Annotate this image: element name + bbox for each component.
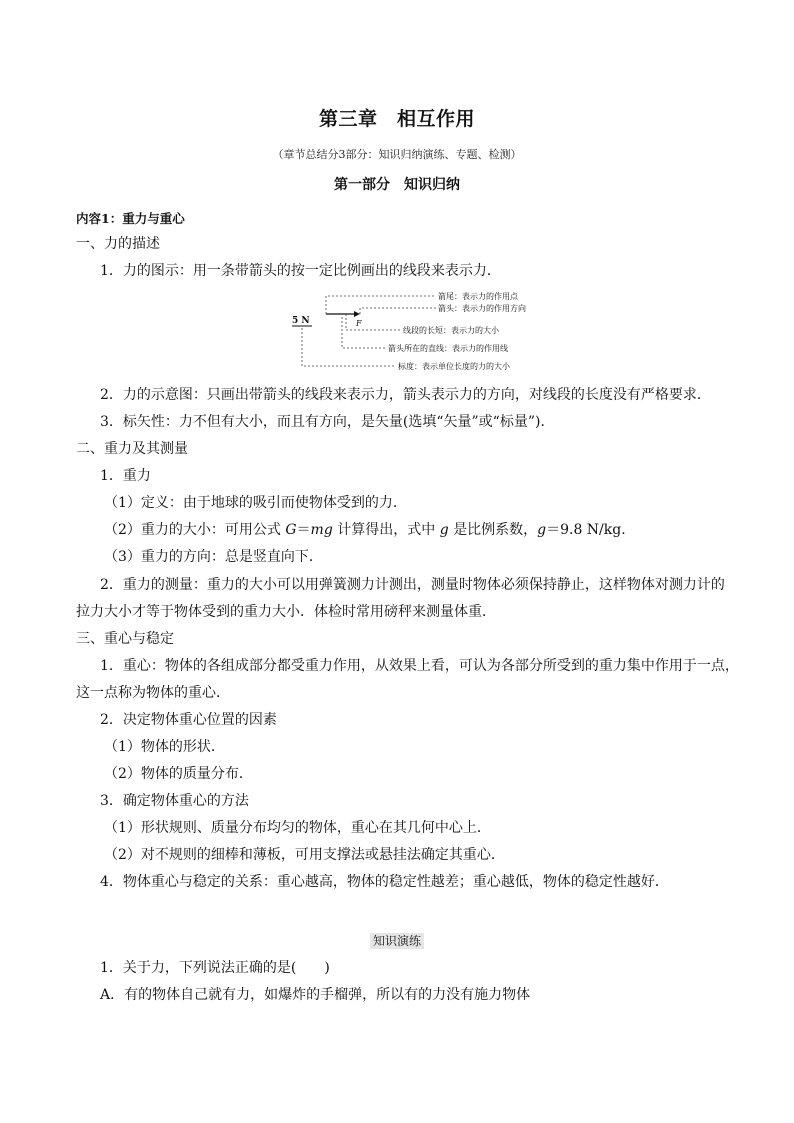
paragraph-center-of-gravity: 1．重心：物体的各组成部分都受重力作用，从效果上看，可认为各部分所受到的重力集中作用于一点， bbox=[100, 658, 739, 674]
diagram-label-tail: 箭尾：表示力的作用点 bbox=[438, 292, 518, 301]
paragraph-force-sketch: 2．力的示意图：只画出带箭头的线段来表示力，箭头表示力的方向，对线段的长度没有严格要求． bbox=[100, 387, 711, 403]
diagram-label-length: 线段的长短：表示力的大小 bbox=[403, 326, 499, 335]
heading-gravity: 二、重力及其测量 bbox=[76, 441, 188, 457]
paragraph-gravity-measurement-cont: 拉力大小才等于物体受到的重力大小．体检时常用磅秤来测量体重． bbox=[76, 604, 496, 620]
section-label: 内容1：重力与重心 bbox=[76, 211, 185, 226]
force-arrowhead bbox=[354, 311, 360, 317]
paragraph-cog-stability: 4．物体重心与稳定的关系：重心越高，物体的稳定性越差；重心越低，物体的稳定性越好． bbox=[100, 874, 669, 890]
force-label: F bbox=[356, 319, 362, 328]
question-1: 1．关于力，下列说法正确的是( ) bbox=[100, 960, 330, 976]
scale-label: 5 N bbox=[292, 316, 310, 326]
paragraph-center-of-gravity-cont: 这一点称为物体的重心． bbox=[76, 685, 230, 701]
paragraph-cog-factors: 2．决定物体重心位置的因素 bbox=[100, 712, 277, 728]
paragraph-cog-irregular: （2）对不规则的细棒和薄板，可用支撑法或悬挂法确定其重心． bbox=[104, 847, 505, 863]
paragraph-gravity-magnitude: （2）重力的大小：可用公式 G＝mg 计算得出，式中 g 是比例系数，g＝9.8 N/kg. bbox=[104, 522, 626, 538]
paragraph-cog-methods: 3．确定物体重心的方法 bbox=[100, 793, 249, 809]
diagram-label-line: 箭头所在的直线：表示力的作用线 bbox=[388, 344, 508, 353]
heading-center-of-gravity: 三、重心与稳定 bbox=[76, 631, 174, 647]
line-connector bbox=[342, 317, 386, 348]
question-1-option-a: A．有的物体自己就有力，如爆炸的手榴弹，所以有的力没有施力物体 bbox=[100, 987, 531, 1003]
paragraph-force-diagram: 1．力的图示：用一条带箭头的按一定比例画出的线段来表示力． bbox=[100, 263, 501, 279]
paragraph-gravity: 1．重力 bbox=[100, 468, 151, 484]
paragraph-cog-shape: （1）物体的形状． bbox=[104, 739, 225, 755]
diagram-label-head: 箭头：表示力的作用方向 bbox=[438, 304, 526, 313]
tail-connector bbox=[326, 296, 436, 314]
paragraph-cog-mass: （2）物体的质量分布． bbox=[104, 766, 253, 782]
force-diagram bbox=[286, 286, 536, 376]
chapter-subtitle: （章节总结分3部分：知识归纳演练、专题、检测） bbox=[272, 148, 522, 161]
paragraph-cog-regular: （1）形状规则、质量分布均匀的物体，重心在其几何中心上． bbox=[104, 820, 491, 836]
paragraph-gravity-direction: （3）重力的方向：总是竖直向下． bbox=[104, 549, 323, 565]
chapter-title: 第三章 相互作用 bbox=[318, 108, 475, 130]
paragraph-vector-property: 3．标矢性：力不但有大小，而且有方向，是矢量(选填“矢量”或“标量”)． bbox=[100, 414, 555, 430]
head-connector bbox=[360, 308, 436, 314]
part-title: 第一部分 知识归纳 bbox=[334, 177, 460, 193]
scale-connector bbox=[302, 328, 396, 366]
paragraph-gravity-definition: （1）定义：由于地球的吸引而使物体受到的力． bbox=[104, 495, 407, 511]
heading-force-description: 一、力的描述 bbox=[76, 236, 160, 252]
paragraph-gravity-measurement: 2．重力的测量：重力的大小可以用弹簧测力计测出，测量时物体必须保持静止，这样物体对测力计的 bbox=[100, 577, 725, 593]
exercise-label: 知识演练 bbox=[0, 932, 794, 949]
diagram-label-scale: 标度：表示单位长度的力的大小 bbox=[398, 362, 510, 371]
